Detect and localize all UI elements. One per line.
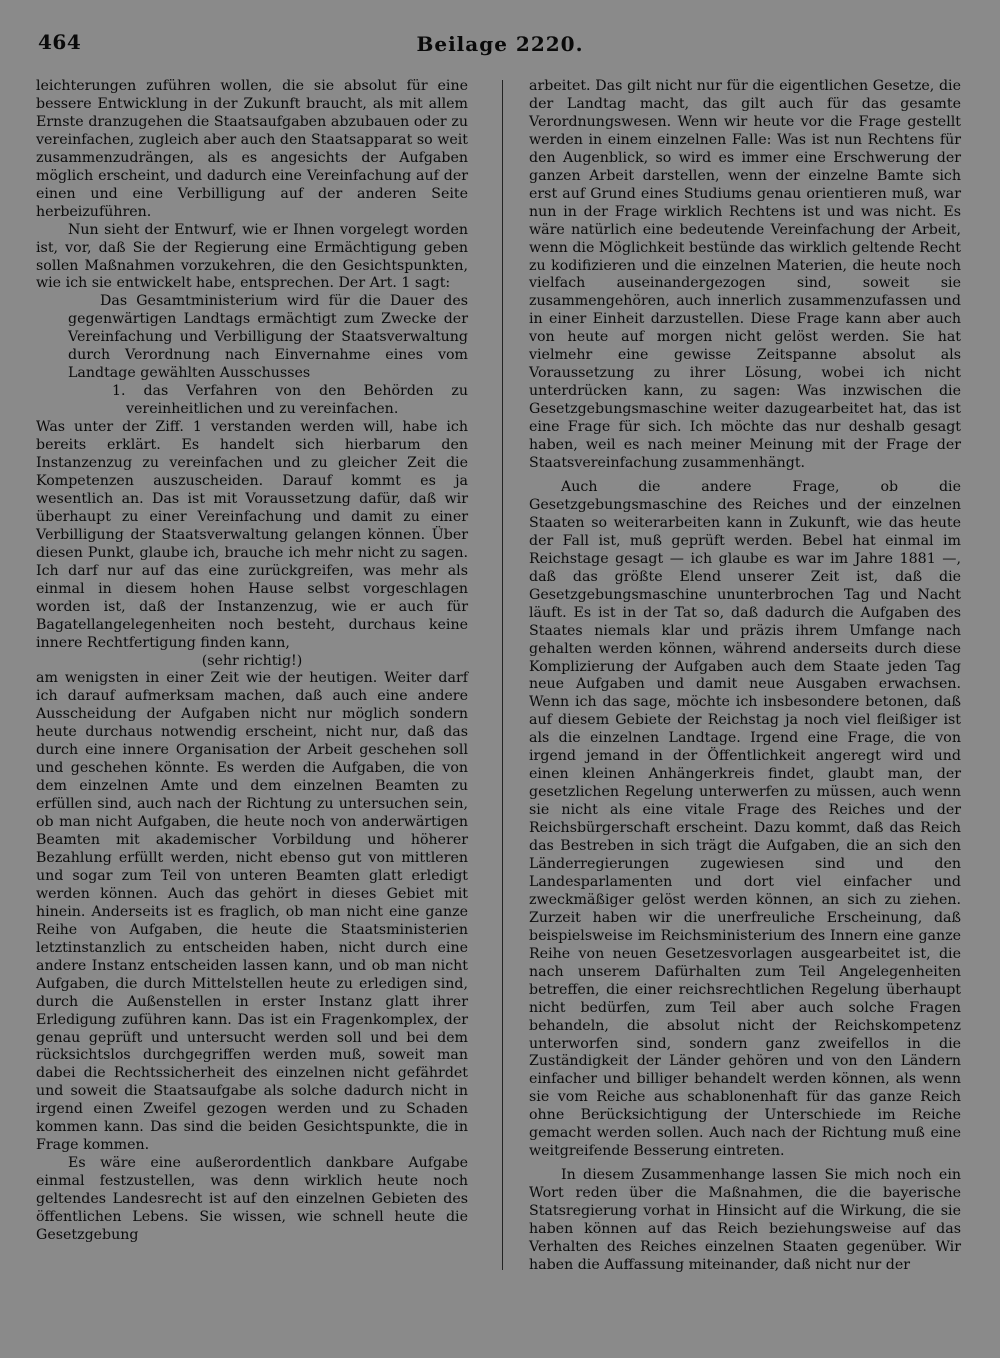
left-column <box>36 78 468 1245</box>
page-number: 464 <box>38 30 82 54</box>
quoted-article: Das Gesamtministerium wird für die Dauer des gegenwärtigen Landtags ermächtigt zum Zwecke der Vereinfachung und Verbilligung der Staatsverwaltung durch Verordnung nach Einvernahme eines vom Landtage gewählten Ausschusses <box>68 293 468 382</box>
interjection: (sehr richtig!) <box>201 652 303 669</box>
paragraph: Nun sieht der Entwurf, wie er Ihnen vorgelegt worden ist, vor, daß Sie der Regierung eine Ermächtigung geben sollen Maßnahmen vorzukehren, die den Gesichtspunkten, wie ich sie entwickelt habe, entsprechen. Der Art. 1 sagt: <box>36 221 468 292</box>
running-title: Beilage 2220. <box>416 32 584 56</box>
enumerated-item: 1. das Verfahren von den Behörden zu vereinheitlichen und zu vereinfachen. <box>112 383 468 418</box>
paragraph: am wenigsten in einer Zeit wie der heutigen. Weiter darf ich darauf aufmerksam machen, daß auch eine andere Ausscheidung der Aufgaben nicht nur möglich sondern heute durchaus notwendig erscheint, nicht nur, daß das durch eine innere Organisation der Arbeit geschehen soll und geschehen könnte. Es werden die Aufgaben, die von dem einzelnen Amte und dem einzelnen Beamten zu erfüllen sind, auch nach der Richtung zu untersuchen sein, ob man nicht Aufgaben, die heute noch von anderwärtigen Beamten mit akademischer Vorbildung und höherer Bezahlung erfüllt werden, nicht ebenso gut von mittleren und sogar zum Teil von unteren Beamten glatt erledigt werden können. Auch das gehört in dieses Gebiet mit hinein. Anderseits ist es fraglich, ob man nicht eine ganze Reihe von Aufgaben, die heute die Staatsministerien letztinstanzlich zu entscheiden haben, nicht durch eine andere Instanz entscheiden lassen kann, und ob man nicht Aufgaben, die durch Mittelstellen heute zu erledigen sind, durch die Außenstellen in erster Instanz glatt ihrer Erledigung zuführen kann. Das ist ein Fragenkomplex, der genau geprüft und untersucht werden soll und bei dem rücksichtslos durchgegriffen werden muß, soweit man dabei die Rechtssicherheit des einzelnen nicht gefährdet und soweit die Staatsaufgabe als solche dadurch nicht in irgend einen Zweifel gezogen werden und zu Schaden kommen kann. Das sind die beiden Gesichtspunkte, die in Frage kommen. <box>36 670 468 1154</box>
paragraph: Es wäre eine außerordentlich dankbare Aufgabe einmal festzustellen, was denn wirklich heute noch geltendes Landesrecht ist auf den einzelnen Gebieten des öffentlichen Lebens. Sie wissen, wie schnell heute die Gesetzgebung <box>36 1155 468 1243</box>
paragraph: leichterungen zuführen wollen, die sie absolut für eine bessere Entwicklung in der Zukunft braucht, als mit allem Ernste dranzugehen die Staatsaufgaben abzubauen oder zu vereinfachen, zugleich aber auch den Staatsapparat so weit zusammenzudrängen, als es angesichts der Aufgaben möglich erscheint, und dadurch eine Vereinfachung auf der einen und eine Verbilligung auf der anderen Seite herbeizuführen. <box>36 78 468 220</box>
paragraph: In diesem Zusammenhange lassen Sie mich noch ein Wort reden über die Maßnahmen, die die bayerische Statsregierung vorhat in Hinsicht auf die Wirkung, die sie haben können auf das Reich beziehungsweise auf das Verhalten des Reiches einzelnen Staaten gegenüber. Wir haben die Auffassung miteinander, daß nicht nur der <box>529 1167 961 1273</box>
column-divider <box>502 80 503 1270</box>
paragraph: Auch die andere Frage, ob die Gesetzgebungsmaschine des Reiches und der einzelnen Staaten so weiterarbeiten kann in Zukunft, wie das heute der Fall ist, muß geprüft werden. Bebel hat einmal im Reichstage gesagt — ich glaube es war im Jahre 1881 —, daß das größte Elend unserer Zeit ist, daß die Gesetzgebungsmaschine ununterbrochen Tag und Nacht läuft. Es ist in der Tat so, daß dadurch die Aufgaben des Staates niemals klar und präzis ihrem Umfange nach gehalten werden können, während anderseits durch diese Komplizierung der Aufgaben auch dem Staate jeden Tag neue Aufgaben und damit neue Ausgaben erwachsen. Wenn ich das sage, möchte ich insbesondere betonen, daß auf diesem Gebiete der Reichstag ja noch viel fleißiger ist als die einzelnen Landtage. Irgend eine Frage, die von irgend jemand in der Öffentlichkeit angeregt wird und einen kleinen Anhängerkreis findet, glaubt man, der gesetzlichen Regelung unterwerfen zu müssen, auch wenn sie nicht als eine vitale Frage des Reiches und der Reichsbürgerschaft erscheint. Dazu kommt, daß das Reich das Bestreben in sich trägt die Aufgaben, die an sich den Länderregierungen zugewiesen sind und den Landesparlamenten und dort viel einfacher und zweckmäßiger gelöst werden können, an sich zu ziehen. Zurzeit haben wir die unerfreuliche Erscheinung, daß beispielsweise im Reichsministerium des Innern eine ganze Reihe von neuen Gesetzesvorlagen ausgearbeitet ist, die nach unserem Dafürhalten zum Teil Angelegenheiten betreffen, die einer reichsrechtlichen Regelung überhaupt nicht bedürfen, zum Teil aber auch solche Fragen behandeln, die absolut nicht der Reichskompetenz unterworfen sind, sondern ganz zweifellos in die Zuständigkeit der Länder gehören und von den Ländern einfacher und billiger behandelt werden können, als wenn sie vom Reiche aus schablonenhaft für das ganze Reich ohne Berücksichtigung der Unterschiede im Reiche gemacht werden sollen. Auch nach der Richtung muß eine weitgreifende Besserung eintreten. <box>529 478 961 1160</box>
paragraph: Was unter der Ziff. 1 verstanden werden will, habe ich bereits erklärt. Es handelt sich hierbarum den Instanzenzug zu vereinfachen und zu gleicher Zeit die Kompetenzen auszuscheiden. Darauf kommt es ja wesentlich an. Das ist mit Voraussetzung dafür, daß wir überhaupt zu einer Vereinfachung und damit zu einer Verbilligung der Staatsverwaltung gelangen können. Über diesen Punkt, glaube ich, brauche ich mehr nicht zu sagen. Ich darf nur auf das eine zurückgreifen, was mehr als einmal in diesem hohen Hause selbst vorgeschlagen worden ist, daß der Instanzenzug, wie er auch für Bagatellangelegenheiten noch besteht, durchaus keine innere Rechtfertigung finden kann, <box>36 419 468 651</box>
paragraph: arbeitet. Das gilt nicht nur für die eigentlichen Gesetze, die der Landtag macht, das gilt auch für das gesamte Verordnungswesen. Wenn wir heute vor die Frage gestellt werden in einem einzelnen Falle: Was ist nun Rechtens für den Augenblick, so wird es immer eine Erschwerung der ganzen Arbeit darstellen, wenn der einzelne Bamte sich erst auf Grund eines Studiums genau orientieren muß, war nun in der Frage wirklich Rechtens ist und was nicht. Es wäre natürlich eine bedeutende Vereinfachung der Arbeit, wenn die Möglichkeit bestünde das wirklich geltende Recht zu kodifizieren und die einzelnen Materien, die heute noch vielfach auseinandergezogen sind, soweit sie zusammengehören, auch innerlich zusammenzufassen und in einer Einheit darzustellen. Diese Frage kann aber auch von heute auf morgen nicht gelöst werden. Sie hat vielmehr eine gewisse Zeitspanne absolut als Voraussetzung zu ihrer Lösung, wobei ich nicht unterdrücken kann, zu sagen: Was inzwischen die Gesetzgebungsmaschine weiter dazugearbeitet hat, das ist eine Frage für sich. Ich möchte das nur deshalb gesagt haben, weil es nach meiner Meinung mit der Frage der Staatsvereinfachung zusammenhängt. <box>529 78 961 472</box>
right-column <box>529 78 961 1275</box>
